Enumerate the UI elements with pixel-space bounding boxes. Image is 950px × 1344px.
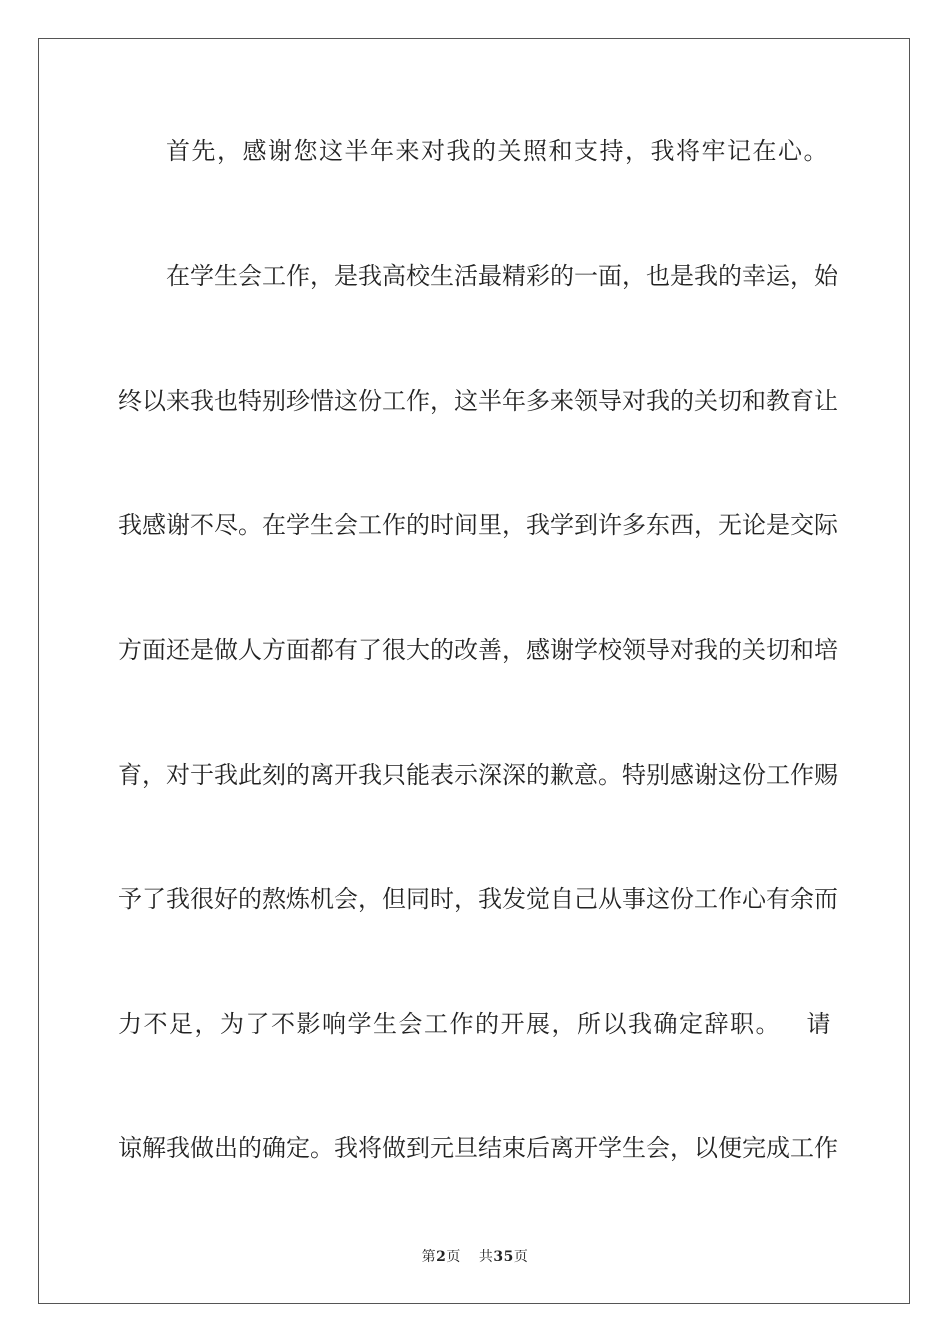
page-total: 35 bbox=[493, 1249, 514, 1265]
text-line: 力不足，为了不影响学生会工作的开展，所以我确定辞职。 bbox=[118, 1010, 781, 1038]
text-line: 方面还是做人方面都有了很大的改善，感谢学校领导对我的关切和培 bbox=[118, 636, 838, 664]
text-line-trailing: 请 bbox=[806, 1010, 832, 1038]
page-suffix: 页 bbox=[446, 1249, 461, 1265]
text-line: 首先，感谢您这半年来对我的关照和支持，我将牢记在心。 bbox=[166, 137, 829, 165]
text-line: 予了我很好的熬炼机会，但同时，我发觉自己从事这份工作心有余而 bbox=[118, 885, 838, 913]
text-line: 育，对于我此刻的离开我只能表示深深的歉意。特别感谢这份工作赐 bbox=[118, 761, 838, 789]
text-line: 在学生会工作，是我高校生活最精彩的一面，也是我的幸运，始 bbox=[166, 262, 838, 290]
text-line: 终以来我也特别珍惜这份工作，这半年多来领导对我的关切和教育让 bbox=[118, 387, 838, 415]
page-prefix: 第 bbox=[421, 1249, 437, 1265]
text-line: 我感谢不尽。在学生会工作的时间里，我学到许多东西，无论是交际 bbox=[118, 511, 838, 539]
page-border bbox=[38, 38, 910, 1304]
total-prefix: 共 bbox=[478, 1249, 494, 1265]
total-suffix: 页 bbox=[513, 1249, 529, 1265]
page-footer bbox=[0, 1248, 950, 1266]
text-line: 谅解我做出的确定。我将做到元旦结束后离开学生会，以便完成工作 bbox=[118, 1134, 838, 1162]
page-current: 2 bbox=[436, 1249, 447, 1265]
